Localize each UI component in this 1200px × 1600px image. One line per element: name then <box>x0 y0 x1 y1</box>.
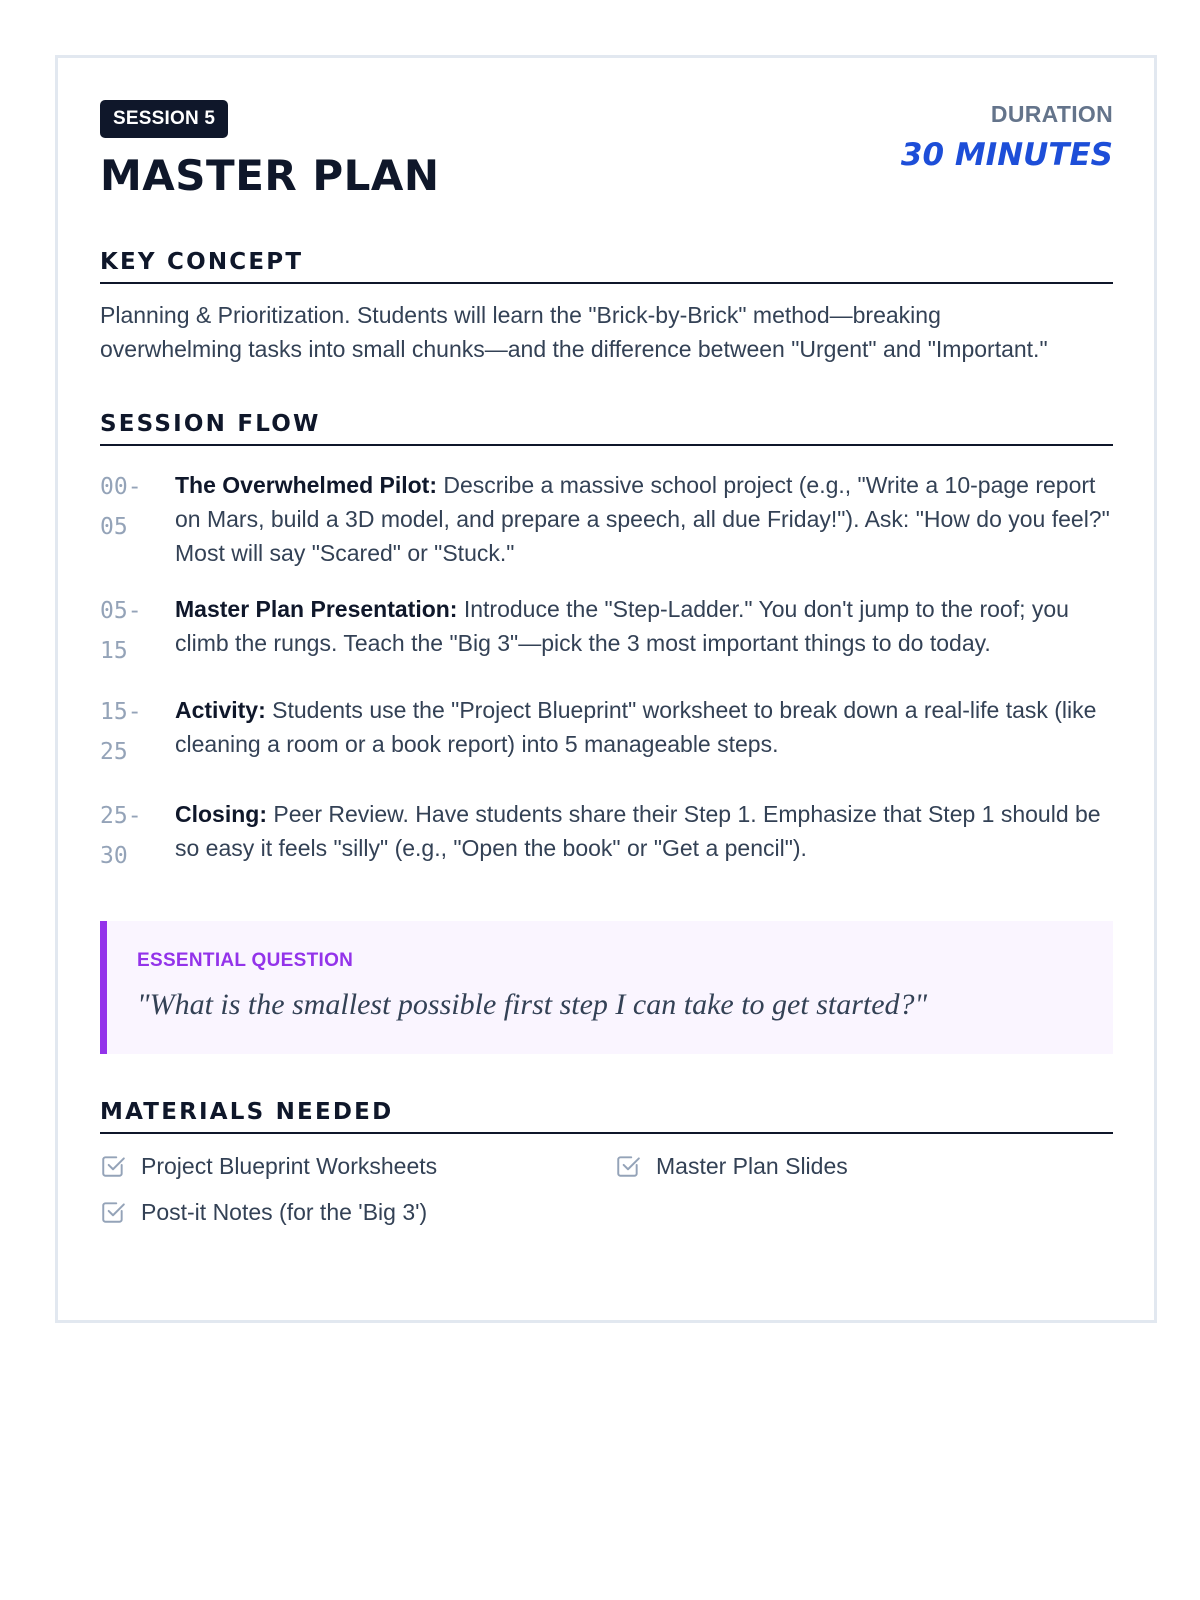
session-header <box>100 100 1113 200</box>
session-card <box>55 55 1157 1323</box>
essential-question-text: "What is the smallest possible first step I can take to get started?" <box>137 988 928 1021</box>
materials-item-label: Post-it Notes (for the 'Big 3') <box>141 1199 428 1225</box>
flow-item <box>100 797 1113 879</box>
duration-block <box>901 100 1113 175</box>
session-flow-heading: SESSION FLOW <box>100 410 1113 446</box>
flow-text <box>175 592 1113 660</box>
flow-title: Master Plan Presentation: <box>175 596 458 622</box>
flow-title: Activity: <box>175 697 266 723</box>
materials-item-label: Project Blueprint Worksheets <box>141 1153 438 1179</box>
duration-value: 30 MINUTES <box>900 137 1113 173</box>
flow-time-start: 25- <box>100 803 142 829</box>
flow-time <box>100 467 175 547</box>
flow-time-start: 05- <box>100 598 142 624</box>
essential-question-label: ESSENTIAL QUESTION <box>137 950 354 971</box>
flow-title: The Overwhelmed Pilot: <box>175 472 437 498</box>
materials-item <box>615 1148 1113 1184</box>
session-flow-list <box>100 468 1113 879</box>
flow-item <box>100 693 1113 775</box>
key-concept-text: Planning & Prioritization. Students will learn the "Brick-by-Brick" method—breaking overwhelming tasks into small chunks—and the difference between "Urgent" and "Important." <box>100 302 1048 362</box>
flow-description: Students use the "Project Blueprint" worksheet to break down a real-life task (like cleaning a room or a book report) into 5 manageable steps. <box>175 697 1097 757</box>
flow-description: Introduce the "Step-Ladder." You don't jump to the roof; you climb the rungs. Teach the "Big 3"—pick the 3 most important things to do today. <box>175 596 1069 656</box>
essential-question-box <box>100 921 1113 1054</box>
flow-text <box>175 797 1113 865</box>
flow-item <box>100 468 1113 570</box>
flow-time-end: 30 <box>100 843 128 869</box>
flow-text <box>175 693 1113 761</box>
flow-time-start: 00- <box>100 474 142 500</box>
flow-description: Peer Review. Have students share their Step 1. Emphasize that Step 1 should be so easy it feels "silly" (e.g., "Open the book" or "Get a pencil"). <box>175 801 1101 861</box>
flow-text <box>175 468 1113 570</box>
materials-item <box>100 1194 615 1230</box>
checkbox-checked-icon <box>615 1153 641 1179</box>
materials-heading: MATERIALS NEEDED <box>100 1098 1113 1134</box>
checkbox-checked-icon <box>100 1153 126 1179</box>
page-title: MASTER PLAN <box>100 151 440 200</box>
flow-time <box>100 796 175 876</box>
flow-time <box>100 591 175 671</box>
flow-time-start: 15- <box>100 699 142 725</box>
materials-list <box>100 1148 1113 1230</box>
flow-time-end: 05 <box>100 514 128 540</box>
materials-item-label: Master Plan Slides <box>656 1153 848 1179</box>
materials-item <box>100 1148 615 1184</box>
flow-description: Describe a massive school project (e.g., "Write a 10-page report on Mars, build a 3D model, and prepare a speech, all due Friday!"). Ask: "How do you feel?" Most will say "Scared" or "Stuck." <box>175 472 1110 566</box>
flow-time-end: 15 <box>100 638 128 664</box>
flow-time-end: 25 <box>100 739 128 765</box>
flow-time <box>100 692 175 772</box>
flow-item <box>100 592 1113 671</box>
key-concept-heading: KEY CONCEPT <box>100 248 1113 284</box>
session-badge: SESSION 5 <box>100 100 228 138</box>
duration-label: DURATION <box>990 101 1113 127</box>
checkbox-checked-icon <box>100 1199 126 1225</box>
flow-title: Closing: <box>175 801 267 827</box>
